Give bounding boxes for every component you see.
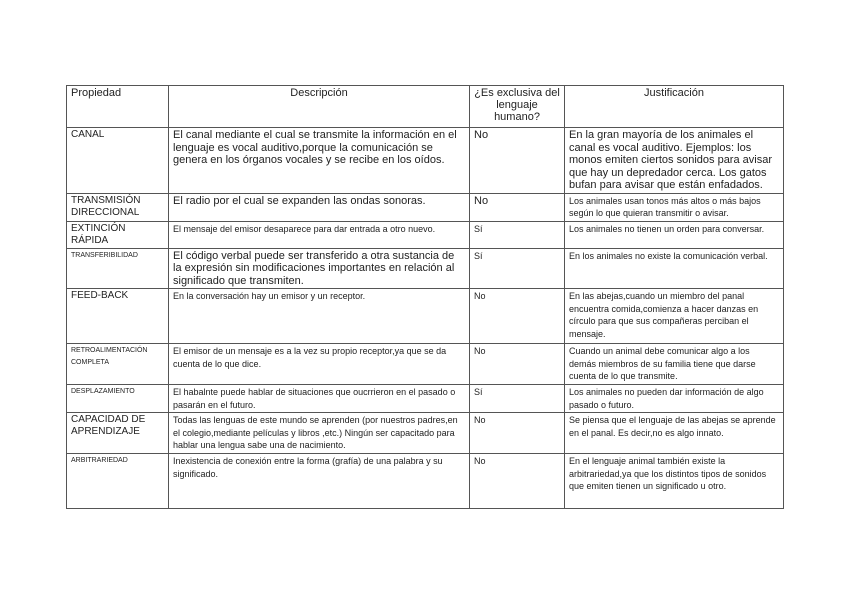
- cell-descripcion: El canal mediante el cual se transmite la información en el lenguaje es vocal auditivo,porque la comunicación se genera en los órganos vocales y se recibe en los oídos.: [169, 128, 470, 194]
- cell-justificacion: En la gran mayoría de los animales el canal es vocal auditivo. Ejemplos: los monos emiten ciertos sonidos para avisar que hay un depredador cerca. Los gatos bufan para avisar que están enfadados.: [565, 128, 784, 194]
- cell-exclusiva: Sí: [470, 248, 565, 289]
- cell-descripcion: Todas las lenguas de este mundo se aprenden (por nuestros padres,en el colegio,mediante películas y libros ,etc.) Ningún ser capacitado para hablar una lengua sabe una de nacimiento.: [169, 413, 470, 454]
- cell-descripcion: El radio por el cual se expanden las ondas sonoras.: [169, 193, 470, 221]
- properties-table: [66, 85, 784, 509]
- cell-justificacion: En el lenguaje animal también existe la arbitrariedad,ya que los distintos tipos de sonidos que emiten tienen un significado u otro.: [565, 454, 784, 509]
- table-row: [67, 454, 784, 509]
- cell-justificacion: Los animales usan tonos más altos o más bajos según lo que quieran transmitir o avisar.: [565, 193, 784, 221]
- cell-descripcion: El habalnte puede hablar de situaciones que oucrrieron en el pasado o pasarán en el futuro.: [169, 385, 470, 413]
- cell-exclusiva: No: [470, 193, 565, 221]
- cell-propiedad: TRANSFERIBILIDAD: [67, 248, 169, 289]
- cell-descripcion: El emisor de un mensaje es a la vez su propio receptor,ya que se da cuenta de lo que dice.: [169, 344, 470, 385]
- cell-descripcion: Inexistencia de conexión entre la forma (grafía) de una palabra y su significado.: [169, 454, 470, 509]
- cell-exclusiva: Sí: [470, 221, 565, 248]
- cell-exclusiva: No: [470, 344, 565, 385]
- cell-justificacion: Cuando un animal debe comunicar algo a los demás miembros de su familia tiene que darse cuenta de lo que transmite.: [565, 344, 784, 385]
- cell-propiedad: ARBITRARIEDAD: [67, 454, 169, 509]
- cell-propiedad: CAPACIDAD DE APRENDIZAJE: [67, 413, 169, 454]
- cell-exclusiva: No: [470, 454, 565, 509]
- header-descripcion: Descripción: [169, 86, 470, 128]
- cell-descripcion: En la conversación hay un emisor y un receptor.: [169, 289, 470, 344]
- header-propiedad: Propiedad: [67, 86, 169, 128]
- cell-propiedad: RETROALIMENTACIÓN COMPLETA: [67, 344, 169, 385]
- cell-propiedad: TRANSMISIÓN DIRECCIONAL: [67, 193, 169, 221]
- cell-exclusiva: No: [470, 128, 565, 194]
- header-row: [67, 86, 784, 128]
- table-row: [67, 248, 784, 289]
- table-row: [67, 344, 784, 385]
- cell-justificacion: Los animales no tienen un orden para conversar.: [565, 221, 784, 248]
- cell-justificacion: Se piensa que el lenguaje de las abejas se aprende en el panal. Es decir,no es algo innato.: [565, 413, 784, 454]
- table-row: [67, 385, 784, 413]
- table-row: [67, 289, 784, 344]
- cell-propiedad: EXTINCIÓN RÁPIDA: [67, 221, 169, 248]
- header-exclusiva: ¿Es exclusiva del lenguaje humano?: [470, 86, 565, 128]
- cell-exclusiva: No: [470, 289, 565, 344]
- cell-exclusiva: No: [470, 413, 565, 454]
- cell-propiedad: DESPLAZAMIENTO: [67, 385, 169, 413]
- cell-justificacion: En los animales no existe la comunicación verbal.: [565, 248, 784, 289]
- table-row: [67, 128, 784, 194]
- table-row: [67, 221, 784, 248]
- table-row: [67, 193, 784, 221]
- cell-descripcion: El mensaje del emisor desaparece para dar entrada a otro nuevo.: [169, 221, 470, 248]
- cell-exclusiva: Sí: [470, 385, 565, 413]
- cell-justificacion: En las abejas,cuando un miembro del panal encuentra comida,comienza a hacer danzas en círculo para que sus compañeras perciban el mensaje.: [565, 289, 784, 344]
- header-justificacion: Justificación: [565, 86, 784, 128]
- cell-justificacion: Los animales no pueden dar información de algo pasado o futuro.: [565, 385, 784, 413]
- cell-descripcion: El código verbal puede ser transferido a otra sustancia de la expresión sin modificaciones importantes en relación al significado que transmiten.: [169, 248, 470, 289]
- cell-propiedad: CANAL: [67, 128, 169, 194]
- cell-propiedad: FEED-BACK: [67, 289, 169, 344]
- table-row: [67, 413, 784, 454]
